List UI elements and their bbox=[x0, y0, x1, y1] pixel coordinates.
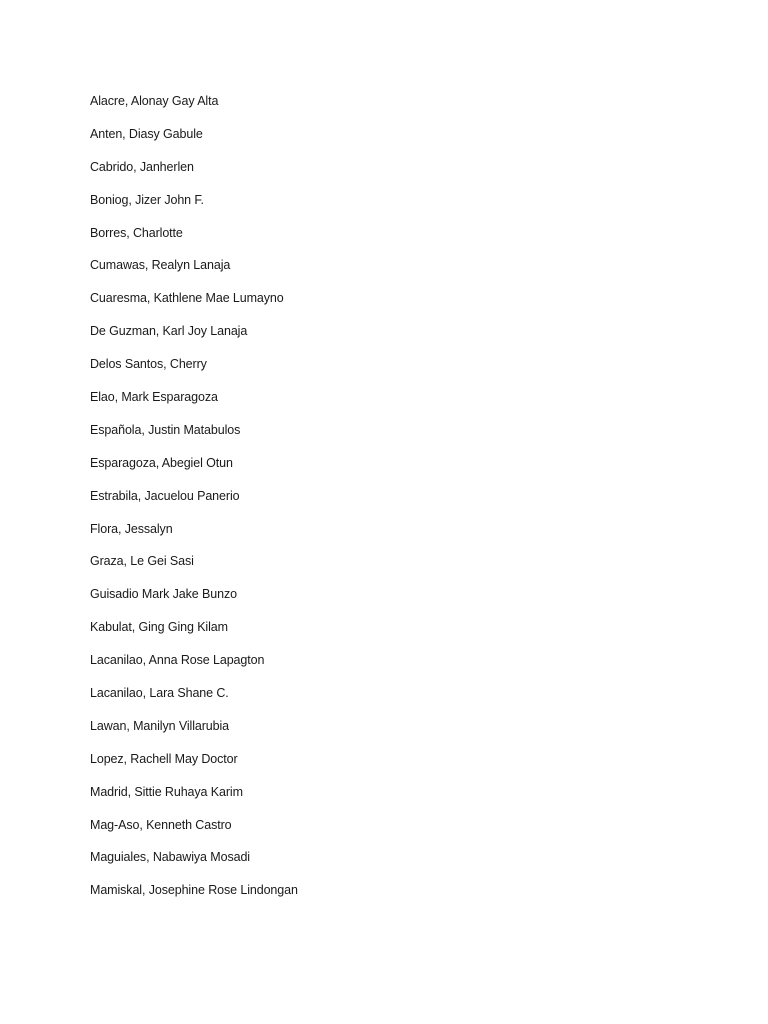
list-item: Delos Santos, Cherry bbox=[90, 357, 207, 372]
list-item: Flora, Jessalyn bbox=[90, 521, 173, 536]
list-item: Elao, Mark Esparagoza bbox=[90, 390, 218, 405]
list-item: Alacre, Alonay Gay Alta bbox=[90, 94, 219, 108]
list-item: Mag-Aso, Kenneth Castro bbox=[90, 817, 232, 832]
list-item: Lacanilao, Lara Shane C. bbox=[90, 686, 229, 701]
list-item: Guisadio Mark Jake Bunzo bbox=[90, 587, 237, 602]
list-item: Esparagoza, Abegiel Otun bbox=[90, 455, 233, 470]
list-item: Cumawas, Realyn Lanaja bbox=[90, 258, 231, 273]
list-item: Cabrido, Janherlen bbox=[90, 159, 194, 174]
list-item: De Guzman, Karl Joy Lanaja bbox=[90, 324, 248, 339]
list-item: Maguiales, Nabawiya Mosadi bbox=[90, 850, 250, 865]
list-item: Estrabila, Jacuelou Panerio bbox=[90, 488, 240, 503]
list-item: Anten, Diasy Gabule bbox=[90, 126, 203, 141]
list-item: Cuaresma, Kathlene Mae Lumayno bbox=[90, 291, 284, 306]
list-item: Mamiskal, Josephine Rose Lindongan bbox=[90, 883, 298, 898]
list-item: Graza, Le Gei Sasi bbox=[90, 554, 194, 569]
list-item: Lacanilao, Anna Rose Lapagton bbox=[90, 653, 265, 668]
list-item: Lopez, Rachell May Doctor bbox=[90, 751, 238, 766]
list-item: Kabulat, Ging Ging Kilam bbox=[90, 620, 228, 635]
list-item: Madrid, Sittie Ruhaya Karim bbox=[90, 784, 243, 799]
list-item: Boniog, Jizer John F. bbox=[90, 192, 204, 207]
list-item: Española, Justin Matabulos bbox=[90, 422, 241, 437]
list-item: Borres, Charlotte bbox=[90, 225, 183, 240]
list-item: Lawan, Manilyn Villarubia bbox=[90, 718, 230, 733]
name-list bbox=[90, 93, 298, 915]
